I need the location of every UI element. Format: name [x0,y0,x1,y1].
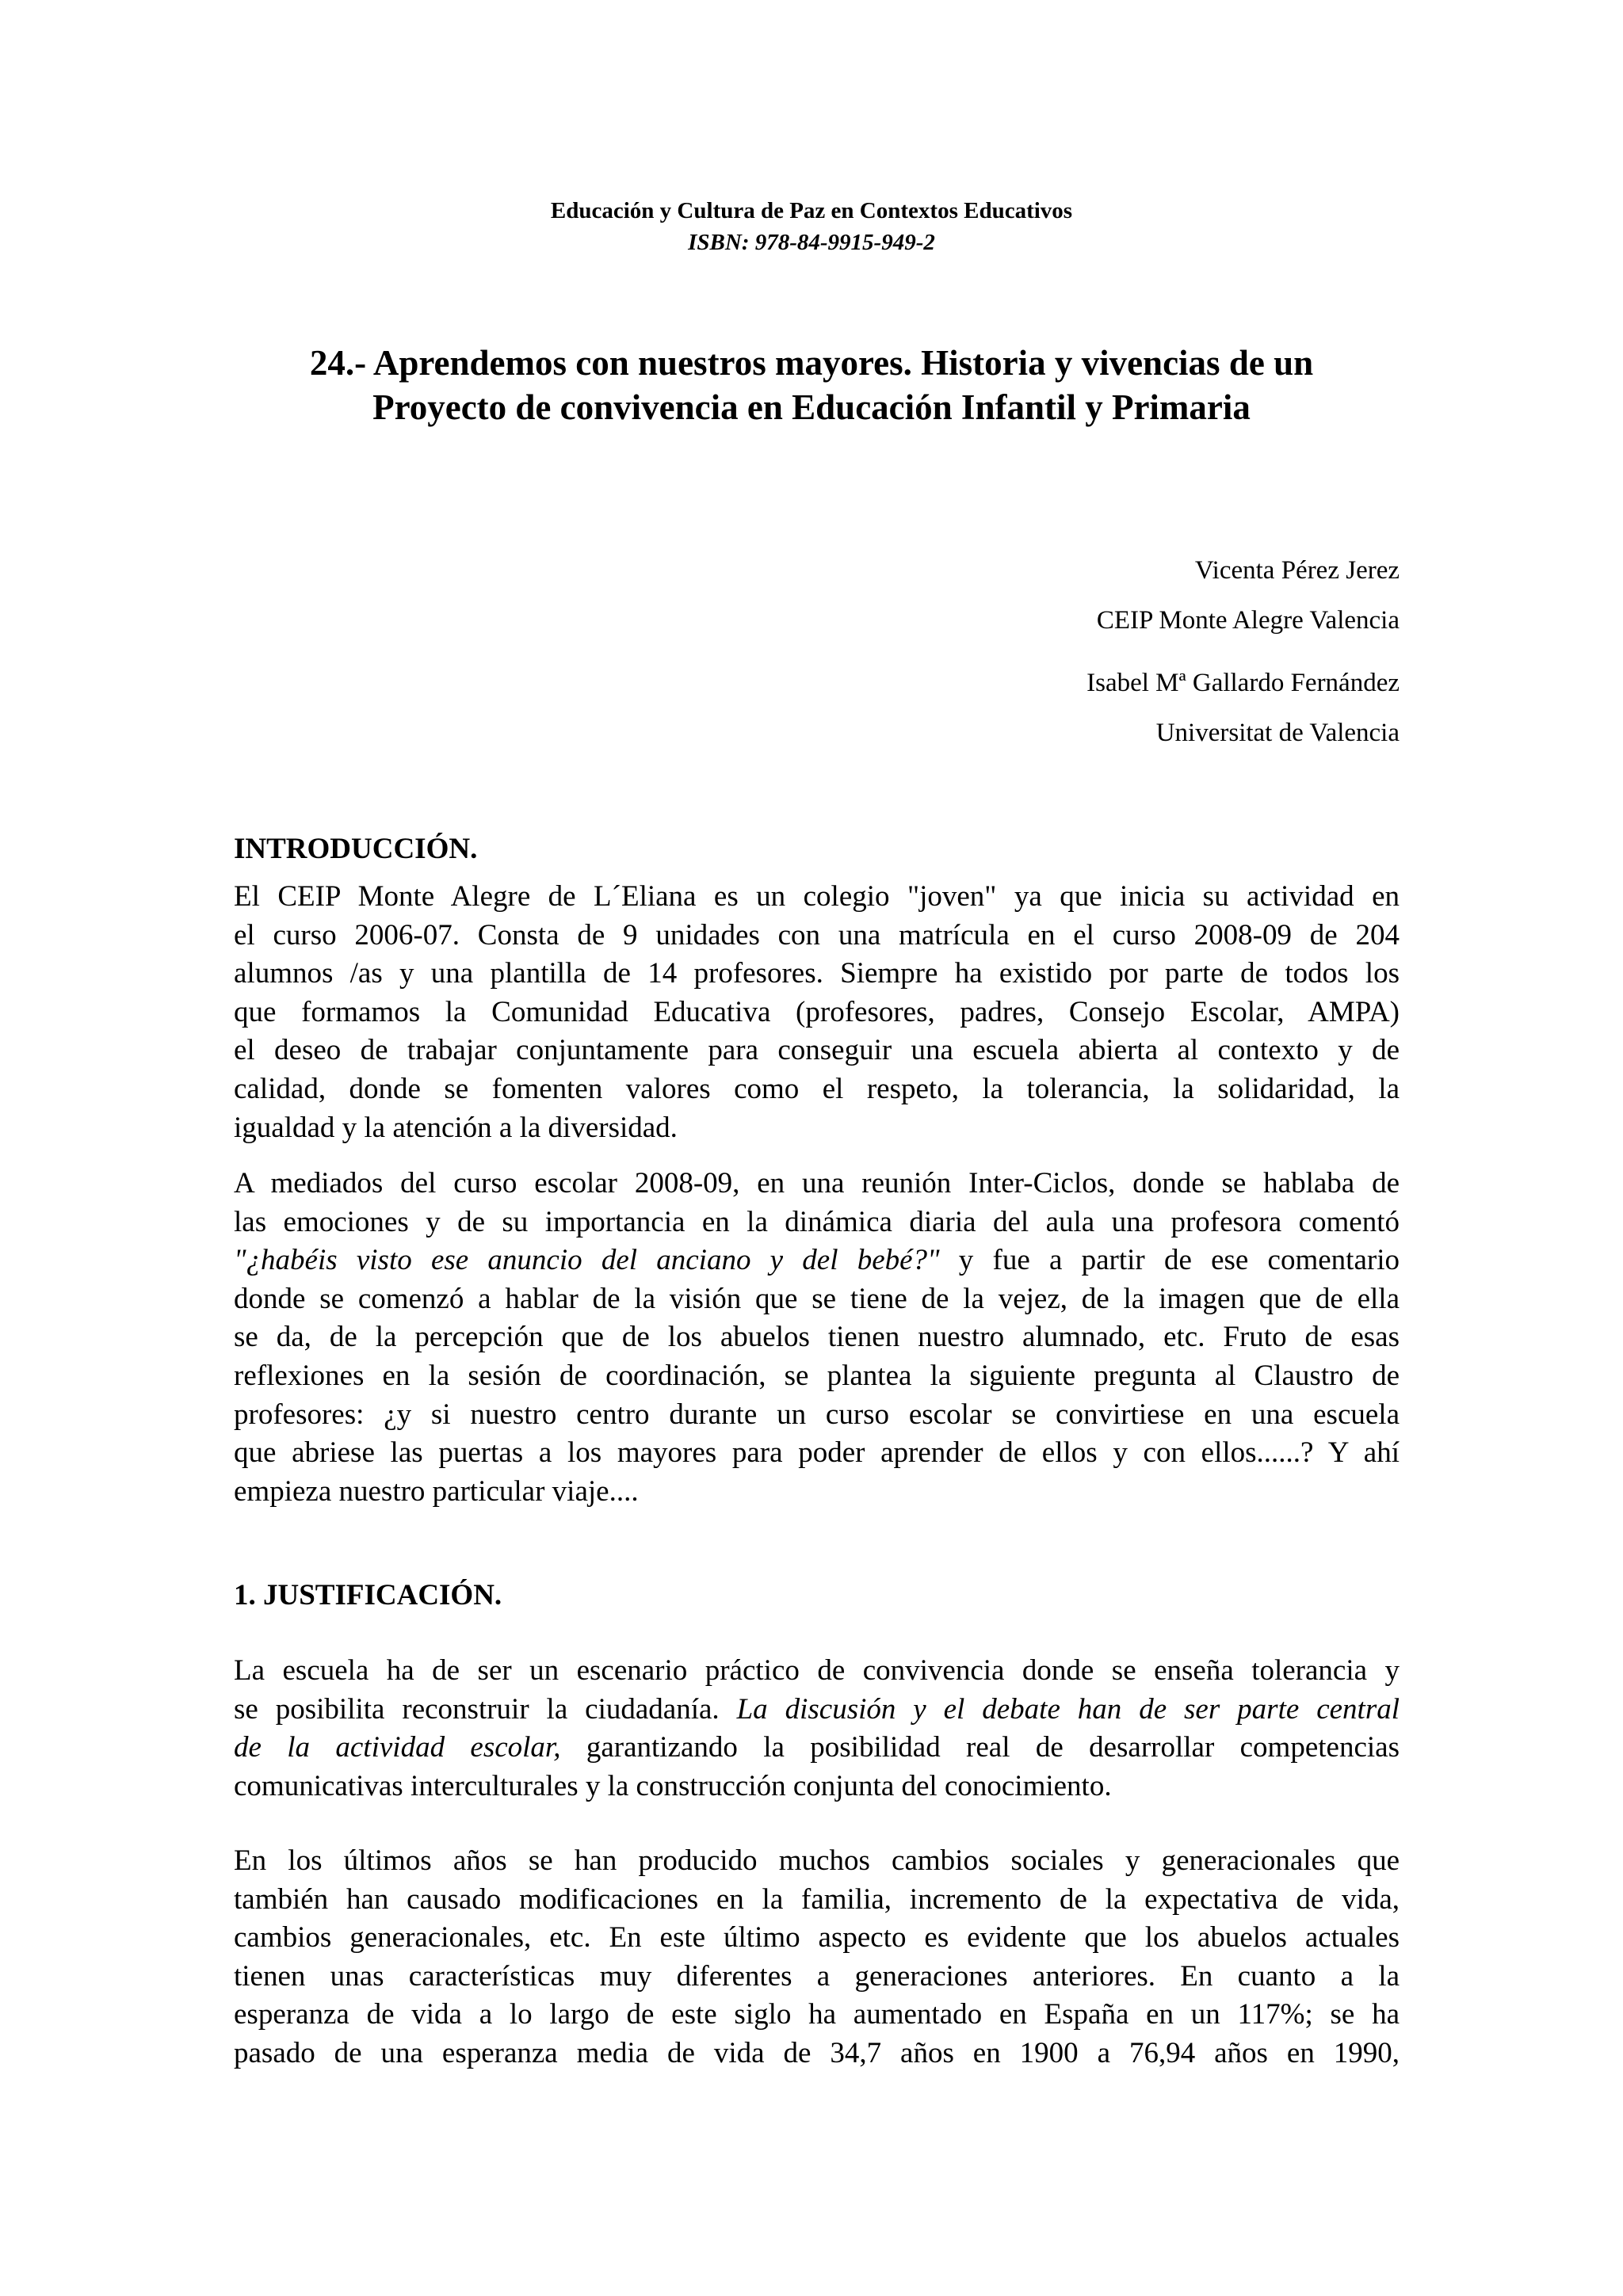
text-line: tienen unas características muy diferentes a generaciones anteriores. En cuanto a la [234,1959,1400,1993]
text-line: también han causado modificaciones en la familia, incremento de la expectativa de vida, [234,1882,1400,1916]
chapter-title-line-1: 24.- Aprendemos con nuestros mayores. Historia y vivencias de un [309,343,1314,383]
text-line [234,1691,1400,1730]
text-line: empieza nuestro particular viaje.... [234,1474,639,1508]
running-header-title: Educación y Cultura de Paz en Contextos Educativos [550,198,1073,223]
text-line: En los últimos años se han producido muchos cambios sociales y generacionales que [234,1844,1400,1877]
quoted-question: "¿habéis visto ese anuncio del anciano y del bebé?" [234,1244,940,1277]
author-affiliation-2: Universitat de Valencia [1155,719,1400,747]
text-line: las emociones y de su importancia en la dinámica diaria del aula una profesora comentó [234,1205,1400,1238]
running-header-isbn: ISBN: 978-84-9915-949-2 [688,230,935,255]
text-line: que formamos la Comunidad Educativa (profesores, padres, Consejo Escolar, AMPA) [234,995,1400,1028]
text-line: calidad, donde se fomenten valores como el respeto, la tolerancia, la solidaridad, la [234,1072,1400,1105]
italic-emphasis: La discusión y el debate han de ser parte central [736,1692,1400,1726]
chapter-title-line-2: Proyecto de convivencia en Educación Infantil y Primaria [372,387,1251,427]
text-fragment: garantizando la posibilidad real de desarrollar competencias [560,1731,1400,1764]
text-line: alumnos /as y una plantilla de 14 profesores. Siempre ha existido por parte de todos los [234,957,1400,990]
text-line: El CEIP Monte Alegre de L´Eliana es un colegio "joven" ya que inicia su actividad en [234,880,1400,913]
text-line [234,1729,1400,1768]
text-line: pasado de una esperanza media de vida de 34,7 años en 1900 a 76,94 años en 1990, [234,2036,1400,2069]
section-heading-introduccion: INTRODUCCIÓN. [234,833,478,865]
text-line: se da, de la percepción que de los abuelos tienen nuestro alumnado, etc. Fruto de esas [234,1321,1400,1354]
italic-emphasis: de la actividad escolar, [234,1731,561,1764]
text-line: igualdad y la atención a la diversidad. [234,1111,678,1144]
author-name-2: Isabel Mª Gallardo Fernández [1086,669,1400,697]
text-line [234,1241,1400,1280]
text-fragment: se posibilita reconstruir la ciudadanía. [234,1692,737,1726]
text-line: el deseo de trabajar conjuntamente para conseguir una escuela abierta al contexto y de [234,1034,1400,1067]
text-line: donde se comenzó a hablar de la visión que se tiene de la vejez, de la imagen que de ella [234,1282,1400,1315]
intro-paragraph-1 [234,878,1400,1147]
text-line: La escuela ha de ser un escenario práctico de convivencia donde se enseña tolerancia y [234,1654,1400,1687]
text-line: profesores: ¿y si nuestro centro durante un curso escolar se convirtiese en una escuela [234,1398,1400,1431]
text-line: que abriese las puertas a los mayores para poder aprender de ellos y con ellos......? Y ahí [234,1436,1400,1470]
text-line: A mediados del curso escolar 2008-09, en una reunión Inter-Ciclos, donde se hablaba de [234,1167,1400,1199]
author-affiliation-1: CEIP Monte Alegre Valencia [1096,606,1400,635]
text-line: el curso 2006-07. Consta de 9 unidades con una matrícula en el curso 2008-09 de 204 [234,918,1400,952]
text-line: comunicativas interculturales y la construcción conjunta del conocimiento. [234,1769,1112,1802]
justificacion-paragraph-2 [234,1842,1400,2073]
chapter-title [158,341,1465,429]
author-name-1: Vicenta Pérez Jerez [1194,556,1400,585]
justificacion-paragraph-1 [234,1652,1400,1806]
text-fragment: y fue a partir de ese comentario [939,1244,1400,1277]
text-line: cambios generacionales, etc. En este último aspecto es evidente que los abuelos actuales [234,1921,1400,1955]
intro-paragraph-2 [234,1165,1400,1511]
section-heading-justificacion: 1. JUSTIFICACIÓN. [234,1579,502,1611]
text-line: reflexiones en la sesión de coordinación, se plantea la siguiente pregunta al Claustro de [234,1359,1400,1392]
text-line: esperanza de vida a lo largo de este siglo ha aumentado en España en un 117%; se ha [234,1998,1400,2031]
